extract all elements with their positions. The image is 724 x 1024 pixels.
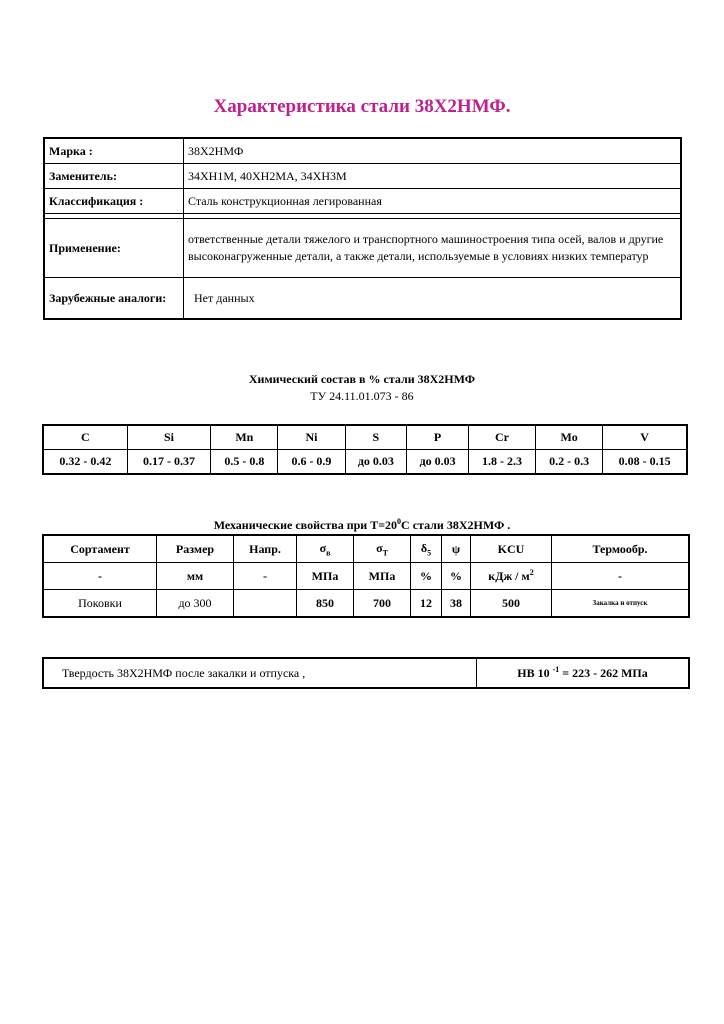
- mech-value-sort: Поковки: [43, 590, 157, 618]
- sigma-symbol: σ: [376, 540, 383, 555]
- mech-header-size: Размер: [157, 535, 234, 563]
- mech-unit-kcu: [471, 563, 552, 590]
- mech-unit: -: [234, 563, 297, 590]
- mech-data-row: [43, 590, 689, 618]
- info-label: Заменитель:: [44, 164, 184, 189]
- hardness-value: [477, 658, 690, 688]
- chem-element: Ni: [278, 425, 345, 450]
- mech-value-direction: [234, 590, 297, 618]
- mech-unit: МПа: [297, 563, 354, 590]
- hardness-table: [42, 657, 690, 689]
- chem-element: Si: [127, 425, 211, 450]
- chem-element: Mn: [211, 425, 278, 450]
- kcu-unit-sup: 2: [529, 568, 534, 577]
- mech-header-row: [43, 535, 689, 563]
- mech-header-sigma-t: [354, 535, 411, 563]
- info-label: Зарубежные аналоги:: [44, 278, 184, 320]
- general-info-table: [43, 137, 682, 320]
- delta-sub: 5: [427, 548, 432, 558]
- info-label: Классификация :: [44, 189, 184, 214]
- chem-value: до 0.03: [345, 450, 407, 475]
- mech-header-kcu: KCU: [471, 535, 552, 563]
- mech-title-pre: Механические свойства при Т=20: [213, 518, 398, 532]
- chem-element: S: [345, 425, 407, 450]
- sigma-symbol: σ: [319, 540, 327, 555]
- info-label: Марка :: [44, 138, 184, 164]
- mech-unit: -: [43, 563, 157, 590]
- chem-element: C: [43, 425, 127, 450]
- hardness-value-sup: -1: [552, 665, 560, 674]
- mechanical-properties-table: [42, 534, 690, 618]
- hardness-row: [43, 658, 689, 688]
- info-value: 38Х2НМФ: [184, 138, 682, 164]
- mech-header-delta: [411, 535, 442, 563]
- chem-value: 0.6 - 0.9: [278, 450, 345, 475]
- mech-title-post: С стали 38Х2НМФ .: [401, 518, 511, 532]
- info-label: Применение:: [44, 219, 184, 278]
- chem-value: 0.5 - 0.8: [211, 450, 278, 475]
- info-value: Нет данных: [184, 278, 682, 320]
- mech-value-psi: 38: [442, 590, 471, 618]
- chem-value: 0.32 - 0.42: [43, 450, 127, 475]
- chem-element: Mo: [536, 425, 603, 450]
- info-row-application: [44, 219, 681, 278]
- mech-unit: мм: [157, 563, 234, 590]
- mech-units-row: [43, 563, 689, 590]
- chem-value: 0.08 - 0.15: [603, 450, 687, 475]
- hardness-value-post: = 223 - 262 МПа: [559, 666, 648, 680]
- chem-element: V: [603, 425, 687, 450]
- mech-title-sup: 0: [397, 517, 402, 526]
- info-row-classification: [44, 189, 681, 214]
- chem-value: 0.17 - 0.37: [127, 450, 211, 475]
- delta-symbol: δ: [420, 540, 428, 555]
- chem-value-row: [43, 450, 687, 475]
- info-row-grade: [44, 138, 681, 164]
- mech-value-size: до 300: [157, 590, 234, 618]
- page-title: Характеристика стали 38Х2НМФ.: [213, 96, 511, 117]
- hardness-value-pre: НВ 10: [517, 666, 553, 680]
- info-value: 34ХН1М, 40ХН2МА, 34ХН3М: [184, 164, 682, 189]
- mech-value-kcu: 500: [471, 590, 552, 618]
- mech-header-heat-treatment: Термообр.: [552, 535, 690, 563]
- chem-header-row: [43, 425, 687, 450]
- mech-header-sort: Сортамент: [43, 535, 157, 563]
- mech-header-sigma-b: [297, 535, 354, 563]
- chemical-composition-table: [42, 424, 688, 475]
- mech-title: [0, 517, 724, 533]
- chem-standard: ТУ 24.11.01.073 - 86: [310, 389, 414, 403]
- kcu-unit-text: кДж / м: [488, 569, 530, 583]
- mech-value-sigma-b: 850: [297, 590, 354, 618]
- info-value: Сталь конструкционная легированная: [184, 189, 682, 214]
- mech-header-direction: Напр.: [234, 535, 297, 563]
- mech-value-delta: 12: [411, 590, 442, 618]
- mech-value-sigma-t: 700: [354, 590, 411, 618]
- chem-element: Cr: [468, 425, 535, 450]
- info-row-substitute: [44, 164, 681, 189]
- mech-header-psi: ψ: [442, 535, 471, 563]
- mech-unit: %: [411, 563, 442, 590]
- chem-element: P: [407, 425, 469, 450]
- sigma-b-sub: в: [326, 548, 331, 558]
- chem-value: до 0.03: [407, 450, 469, 475]
- mech-value-heat-treatment: Закалка и отпуск: [552, 590, 690, 618]
- info-value: ответственные детали тяжелого и транспортного машиностроения типа осей, валов и другие высоконагруженные детали, а также детали, используемые в условиях низких температур: [184, 219, 682, 278]
- sigma-t-sub: T: [382, 548, 388, 558]
- chem-value: 0.2 - 0.3: [536, 450, 603, 475]
- info-row-foreign-analogs: [44, 278, 681, 320]
- chem-value: 1.8 - 2.3: [468, 450, 535, 475]
- mech-unit: МПа: [354, 563, 411, 590]
- hardness-text: Твердость 38Х2НМФ после закалки и отпуска ,: [43, 658, 477, 688]
- mech-unit: %: [442, 563, 471, 590]
- chem-title: Химический состав в % стали 38Х2НМФ: [248, 372, 476, 386]
- mech-unit: -: [552, 563, 690, 590]
